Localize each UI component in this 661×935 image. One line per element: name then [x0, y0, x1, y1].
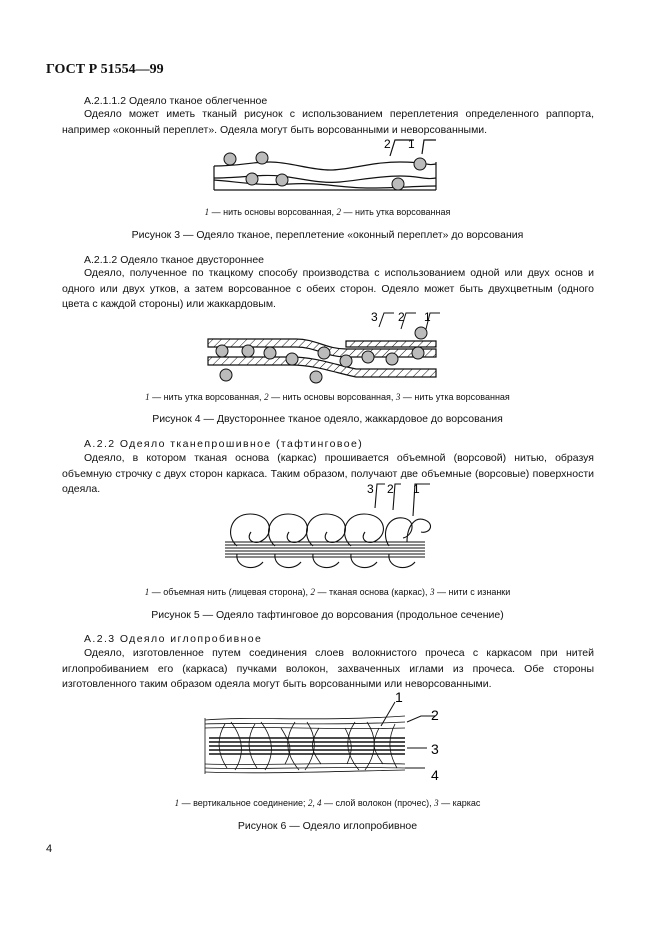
label-1: 1 — [395, 689, 403, 705]
section-heading: А.2.1.1.2 Одеяло тканое облегченное — [84, 95, 268, 107]
section-heading: А.2.3 Одеяло иглопробивное — [84, 633, 263, 645]
label-1: 1 — [424, 310, 431, 324]
figure-3 — [200, 132, 450, 198]
needle-punched-diagram — [195, 688, 455, 788]
section-text: Одеяло может иметь тканый рисунок с использованием переплетения определенного раппорта, например «оконный переплет». Одеяла могут быть ворсованными и неворсованными. — [62, 108, 594, 136]
section-heading: А.2.1.2 Одеяло тканое двустороннее — [84, 254, 264, 266]
standard-header: ГОСТ Р 51554—99 — [46, 62, 164, 77]
double-woven-diagram — [196, 305, 451, 385]
label-2: 2 — [431, 707, 439, 723]
label-3: 3 — [371, 310, 378, 324]
section-text: Одеяло, изготовленное путем соединения слоев волокнистого прочеса с каркасом при нитей иглопробиванием его (каркаса) пучками волокон, захваченных иглами из прочеса. Обе стороны изготовленного таким образом одеяла могут быть ворсованными или неворсованными. — [62, 647, 594, 690]
page-number: 4 — [46, 843, 53, 855]
figure-3-caption: Рисунок 3 — Одеяло тканое, переплетение «оконный переплет» до ворсования — [131, 229, 524, 241]
label-3: 3 — [431, 741, 439, 757]
figure-4 — [196, 305, 451, 385]
figure-3-legend: 1 — нить основы ворсованная, 2 — нить утка ворсованная — [204, 207, 451, 217]
label-1: 1 — [408, 137, 415, 151]
label-2: 2 — [387, 482, 394, 496]
figure-6-legend: 1 — вертикальное соединение; 2, 4 — слой волокон (прочес), 3 — каркас — [174, 798, 481, 808]
label-4: 4 — [431, 767, 439, 783]
label-2: 2 — [398, 310, 405, 324]
label-2: 2 — [384, 137, 391, 151]
figure-5-legend: 1 — объемная нить (лицевая сторона), 2 — тканая основа (каркас), 3 — нити с изнанки — [144, 587, 511, 597]
figure-5 — [225, 476, 440, 576]
section-heading: А.2.2 Одеяло тканепрошивное (тафтинговое) — [84, 438, 364, 450]
tufted-diagram — [225, 476, 440, 576]
section-text: Одеяло, полученное по ткацкому способу производства с использованием одной или двух основ и одного или двух утков, а затем ворсованное с обеих сторон. Одеяло может быть двухцветным (одного цвета с каждой стороны) или жаккардовым. — [62, 267, 594, 310]
figure-4-caption: Рисунок 4 — Двустороннее тканое одеяло, жаккардовое до ворсования — [152, 413, 503, 425]
figure-6-caption: Рисунок 6 — Одеяло иглопробивное — [237, 820, 418, 832]
woven-diagram — [200, 132, 450, 198]
label-3: 3 — [367, 482, 374, 496]
figure-5-caption: Рисунок 5 — Одеяло тафтинговое до ворсования (продольное сечение) — [151, 609, 504, 621]
figure-4-legend: 1 — нить утка ворсованная, 2 — нить основы ворсованная, 3 — нить утка ворсованная — [145, 392, 510, 402]
label-1: 1 — [413, 482, 420, 496]
figure-6 — [195, 688, 455, 788]
section-text: Одеяло, в котором тканая основа (каркас) прошивается объемной (ворсовой) нитью, образуя объемную строчку с двух сторон каркаса. Таким образом, получают две объемные (ворсовые) поверхности одеяла. — [62, 452, 594, 495]
